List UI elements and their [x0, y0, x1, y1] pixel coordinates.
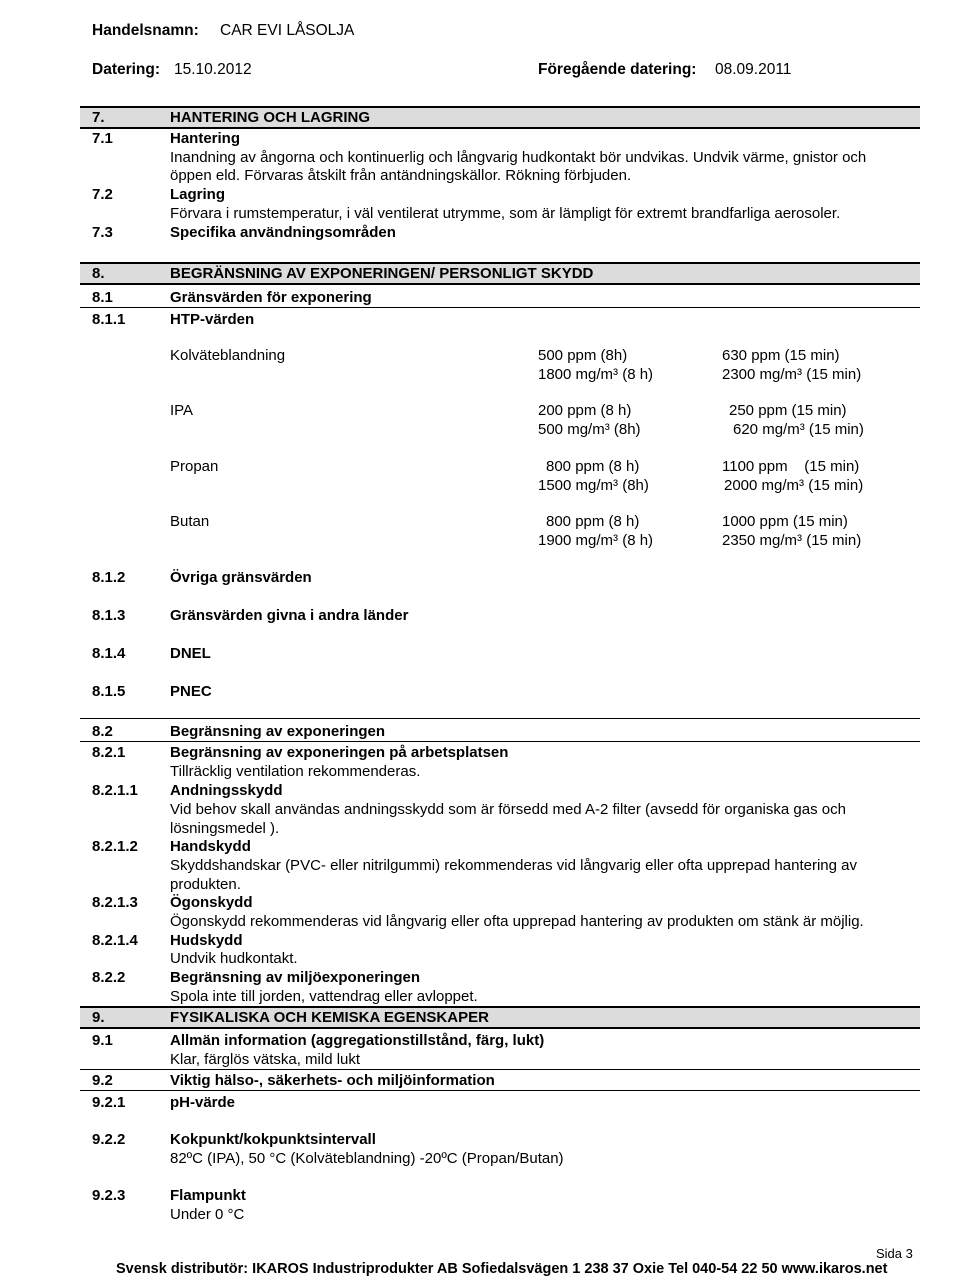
section-8-2-1-title: Begränsning av exponeringen på arbetsplatsen: [170, 744, 509, 761]
section-9-2-2-text: 82ºC (IPA), 50 °C (Kolväteblandning) -20ºC (Propan/Butan): [170, 1150, 564, 1167]
limit-15min-ppm: 1000 ppm (15 min): [722, 513, 848, 530]
section-8-1-2-number: 8.1.2: [92, 569, 126, 586]
limit-15min-mg: 2300 mg/m³ (15 min): [722, 366, 862, 383]
section-9-2-number: 9.2: [92, 1072, 113, 1089]
section-9-2-1-number: 9.2.1: [92, 1094, 126, 1111]
section-9-2-3-number: 9.2.3: [92, 1187, 126, 1204]
section-8-2-2-text: Spola inte till jorden, vattendrag eller avloppet.: [170, 988, 478, 1005]
section-7-1-text-line-2: öppen eld. Förvaras åtskilt från antändningskällor. Rökning förbjuden.: [170, 167, 632, 184]
limit-15min-mg: 2000 mg/m³ (15 min): [724, 477, 864, 494]
limit-15min-ppm: 1100 ppm (15 min): [722, 458, 860, 475]
section-8-2-1-4-text: Undvik hudkontakt.: [170, 950, 298, 967]
previous-date-label: Föregående datering:: [538, 61, 697, 78]
limit-15min-ppm: 250 ppm (15 min): [729, 402, 847, 419]
divider: [80, 307, 920, 308]
substance-name: IPA: [170, 402, 194, 419]
date-value: 15.10.2012: [174, 61, 252, 78]
section-8-2-1-text: Tillräcklig ventilation rekommenderas.: [170, 763, 421, 780]
section-9-2-3-title: Flampunkt: [170, 1187, 246, 1204]
section-8-1-3-number: 8.1.3: [92, 607, 126, 624]
section-8-2-1-2-text-line-1: Skyddshandskar (PVC- eller nitrilgummi) rekommenderas vid långvarig eller ofta upprepad hantering av: [170, 857, 857, 874]
section-9-2-title: Viktig hälso-, säkerhets- och miljöinformation: [170, 1072, 495, 1089]
section-8-2-number: 8.2: [92, 723, 113, 740]
section-8-2-1-1-number: 8.2.1.1: [92, 782, 138, 799]
section-9-1-title: Allmän information (aggregationstillstånd, färg, lukt): [170, 1032, 545, 1049]
section-9-1-text: Klar, färglös vätska, mild lukt: [170, 1051, 361, 1068]
section-7-number: 7.: [92, 109, 105, 126]
section-8-1-2-title: Övriga gränsvärden: [170, 569, 312, 586]
limit-15min-ppm: 630 ppm (15 min): [722, 347, 840, 364]
section-8-2-1-1-title: Andningsskydd: [170, 782, 283, 799]
divider: [80, 741, 920, 742]
section-8-number: 8.: [92, 265, 105, 282]
section-8-2-1-2-number: 8.2.1.2: [92, 838, 138, 855]
trade-name-value: CAR EVI LÅSOLJA: [220, 22, 355, 39]
section-8-2-1-1-text-line-1: Vid behov skall användas andningsskydd som är försedd med A-2 filter (avsedd för organiska gas och: [170, 801, 846, 818]
divider: [80, 1069, 920, 1070]
section-7-1-title: Hantering: [170, 130, 241, 147]
date-label: Datering:: [92, 61, 161, 78]
limit-8h-mg: 1900 mg/m³ (8 h): [538, 532, 654, 549]
section-9-2-2-number: 9.2.2: [92, 1131, 126, 1148]
substance-name: Kolväteblandning: [170, 347, 286, 364]
section-9-2-2-title: Kokpunkt/kokpunktsintervall: [170, 1131, 376, 1148]
section-8-2-2-number: 8.2.2: [92, 969, 126, 986]
page-number: Sida 3: [876, 1246, 913, 1261]
section-8-2-2-title: Begränsning av miljöexponeringen: [170, 969, 421, 986]
section-8-2-1-2-text-line-2: produkten.: [170, 876, 241, 893]
limit-8h-mg: 1500 mg/m³ (8h): [538, 477, 649, 494]
section-7-3-number: 7.3: [92, 224, 113, 241]
section-8-header: [80, 262, 920, 285]
footer-distributor: Svensk distributör: IKAROS Industriprodukter AB Sofiedalsvägen 1 238 37 Oxie Tel 040-54 22 50 www.ikaros.net: [116, 1261, 888, 1277]
section-9-1-number: 9.1: [92, 1032, 113, 1049]
limit-8h-ppm: 500 ppm (8h): [538, 347, 628, 364]
section-8-title: BEGRÄNSNING AV EXPONERINGEN/ PERSONLIGT SKYDD: [170, 265, 594, 282]
section-7-header: [80, 106, 920, 129]
section-8-2-1-3-title: Ögonskydd: [170, 894, 253, 911]
section-8-2-1-4-title: Hudskydd: [170, 932, 243, 949]
section-9-title: FYSIKALISKA OCH KEMISKA EGENSKAPER: [170, 1009, 489, 1026]
section-9-number: 9.: [92, 1009, 105, 1026]
limit-8h-ppm: 200 ppm (8 h): [538, 402, 632, 419]
substance-name: Butan: [170, 513, 210, 530]
section-8-2-1-1-text-line-2: lösningsmedel ).: [170, 820, 280, 837]
section-8-1-4-number: 8.1.4: [92, 645, 126, 662]
section-8-1-title: Gränsvärden för exponering: [170, 289, 372, 306]
section-7-1-number: 7.1: [92, 130, 113, 147]
section-9-header: [80, 1006, 920, 1029]
limit-8h-ppm: 800 ppm (8 h): [546, 458, 640, 475]
section-8-2-1-4-number: 8.2.1.4: [92, 932, 138, 949]
section-8-1-4-title: DNEL: [170, 645, 211, 662]
section-7-2-text: Förvara i rumstemperatur, i väl ventilerat utrymme, som är lämpligt för extremt brandfarliga aerosoler.: [170, 205, 841, 222]
section-8-1-1-number: 8.1.1: [92, 311, 126, 328]
section-8-2-1-2-title: Handskydd: [170, 838, 251, 855]
section-8-2-1-3-number: 8.2.1.3: [92, 894, 138, 911]
trade-name-label: Handelsnamn:: [92, 22, 199, 39]
section-9-2-3-text: Under 0 °C: [170, 1206, 245, 1223]
section-8-1-3-title: Gränsvärden givna i andra länder: [170, 607, 409, 624]
limit-8h-ppm: 800 ppm (8 h): [546, 513, 640, 530]
section-7-1-text-line-1: Inandning av ångorna och kontinuerlig och långvarig hudkontakt bör undvikas. Undvik värme, gnistor och: [170, 149, 867, 166]
section-8-1-5-number: 8.1.5: [92, 683, 126, 700]
divider: [80, 1090, 920, 1091]
section-8-1-5-title: PNEC: [170, 683, 212, 700]
substance-name: Propan: [170, 458, 219, 475]
limit-15min-mg: 620 mg/m³ (15 min): [733, 421, 864, 438]
section-8-2-title: Begränsning av exponeringen: [170, 723, 386, 740]
section-8-1-number: 8.1: [92, 289, 113, 306]
limit-8h-mg: 500 mg/m³ (8h): [538, 421, 641, 438]
section-7-3-title: Specifika användningsområden: [170, 224, 396, 241]
limit-15min-mg: 2350 mg/m³ (15 min): [722, 532, 862, 549]
section-8-1-1-title: HTP-värden: [170, 311, 255, 328]
previous-date-value: 08.09.2011: [715, 61, 792, 78]
section-9-2-1-title: pH-värde: [170, 1094, 236, 1111]
section-8-2-1-3-text: Ögonskydd rekommenderas vid långvarig eller ofta upprepad hantering av produkten om stänk är möjlig.: [170, 913, 864, 930]
section-7-2-title: Lagring: [170, 186, 225, 203]
section-7-title: HANTERING OCH LAGRING: [170, 109, 370, 126]
limit-8h-mg: 1800 mg/m³ (8 h): [538, 366, 654, 383]
divider: [80, 718, 920, 719]
section-7-2-number: 7.2: [92, 186, 113, 203]
section-8-2-1-number: 8.2.1: [92, 744, 126, 761]
